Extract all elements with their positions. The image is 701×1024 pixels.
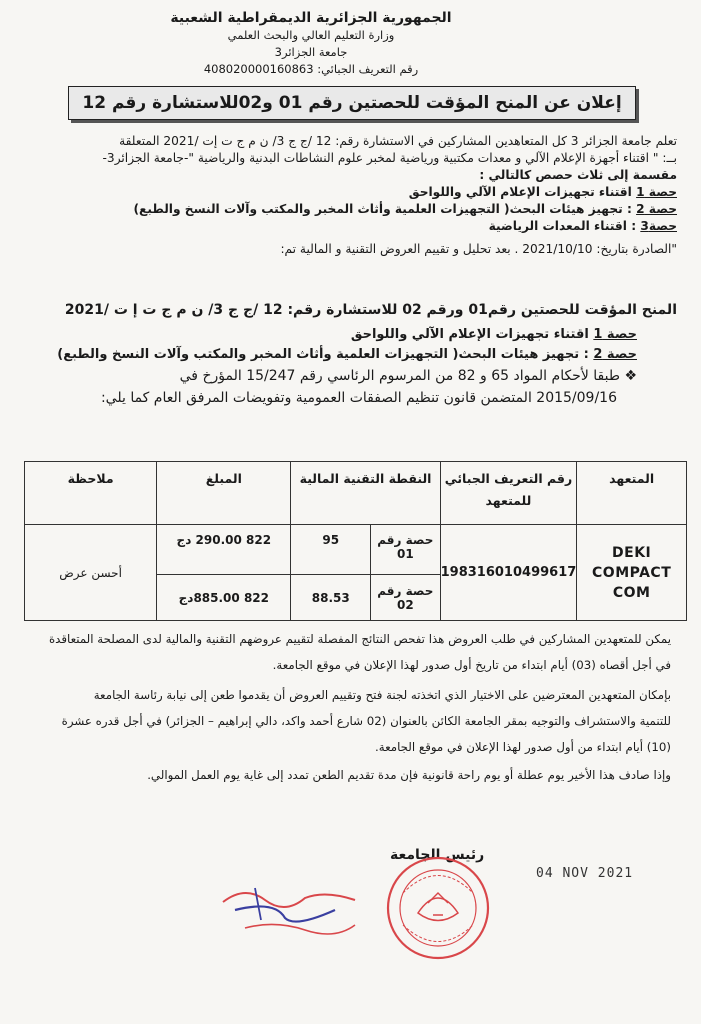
signatory-title: رئيس الجامعة	[390, 847, 485, 863]
intro-section	[22, 133, 677, 258]
footer-p2-line1: بإمكان المتعهدين المعترضين على الاختيار الذي اتخذته لجنة فتح وتقييم العروض أن يقدموا طعن إلى نيابة رئاسة الجامعة	[93, 688, 671, 702]
bidder-name: DEKI COMPACT COM	[577, 525, 687, 621]
lot-text: : تجهيز هيئات البحث( التجهيزات العلمية وأثاث المخبر والمكتب وآلات النسخ والطبع)	[133, 202, 632, 216]
footer-p1-line2: في أجل أقصاه (03) أيام ابتداء من تاريخ أول صدور لهذا الإعلان في موقع الجامعة.	[272, 658, 671, 672]
award-table	[24, 461, 687, 621]
republic-name: الجمهورية الجزائرية الديمقراطية الشعبية	[170, 10, 452, 26]
lot-cell: حصة رقم 01	[371, 525, 441, 575]
lot-text: اقتناء تجهيزات الإعلام الآلي واللواحق	[408, 185, 632, 199]
lot-text: : اقتناء المعدات الرياضية	[488, 219, 637, 233]
footer-p2-line3: (10) أيام ابتداء من أول صدور لهذا الإعلان في موقع الجامعة.	[375, 740, 671, 754]
intro-line-1: تعلم جامعة الجزائر 3 كل المتعاهدين المشاركين في الاستشارة رقم: 12 /ج ج 3/ ن م ج ت إت /2021 المتعلقة	[119, 134, 677, 148]
issued-line: "الصادرة بتاريخ: 2021/10/10 . بعد تحليل و تقييم العروض التقنية و المالية تم:	[280, 242, 677, 256]
announcement-title	[68, 86, 636, 120]
header-score: النقطة التقنية المالية	[291, 462, 440, 525]
lot-label: حصة 1	[636, 185, 677, 199]
award-section	[22, 300, 677, 409]
lot-text: اقتناء تجهيزات الإعلام الآلي واللواحق	[350, 327, 589, 342]
table-header-row	[25, 462, 687, 525]
lot-label: حصة 1	[593, 327, 637, 342]
intro-line-3: مقسمة إلى ثلاث حصص كالتالي :	[479, 168, 677, 182]
lot-cell: حصة رقم 02	[371, 575, 441, 621]
signature-date: 04 NOV 2021	[536, 866, 634, 881]
announcement-title-text: إعلان عن المنح المؤقت للحصتين رقم 01 و02للاستشارة رقم 12	[82, 93, 622, 113]
footer-p3: وإذا صادف هذا الأخير يوم عطلة أو يوم راحة قانونية فإن مدة تقديم الطعن تمدد إلى غاية يوم العمل الموالي.	[147, 768, 671, 782]
legal-line-2: 2015/09/16 المتضمن قانون تنظيم الصفقات العمومية وتفويضات المرفق العام كما يلي:	[100, 390, 617, 406]
lot-label: حصة 2	[636, 202, 677, 216]
award-lot-2	[22, 345, 677, 365]
amount-cell: 822 885.00دج	[157, 575, 291, 621]
header-amount: المبلغ	[157, 462, 291, 525]
ministry-name: وزارة التعليم العالي والبحث العلمي	[227, 28, 395, 42]
award-heading: المنح المؤقت للحصتين رقم01 ورقم 02 للاستشارة رقم: 12 /ج ج 3/ ن م ج ت إ ت /2021	[64, 302, 677, 318]
legal-line-1: ❖ طبقا لأحكام المواد 65 و 82 من المرسوم الرئاسي رقم 15/247 المؤرخ في	[179, 368, 637, 384]
lot-text: : تجهيز هيئات البحث( التجهيزات العلمية وأثاث المخبر والمكتب وآلات النسخ والطبع)	[57, 347, 589, 362]
university-name: جامعة الجزائر3	[274, 45, 348, 59]
amount-cell: 822 290.00 دج	[157, 525, 291, 575]
university-seal-icon	[383, 853, 493, 963]
lot-label: حصة3	[640, 219, 677, 233]
lot-item	[22, 201, 677, 218]
header-bidder: المتعهد	[577, 462, 687, 525]
intro-line-2: بــ: " اقتناء أجهزة الإعلام الآلي و معدات مكتبية ورياضية لمخبر علوم النشاطات البدنية والرياضية "-جامعة الجزائر3-	[102, 151, 677, 165]
score-cell: 88.53	[291, 575, 371, 621]
award-lot-1	[22, 325, 677, 345]
signature-icon	[215, 880, 365, 940]
score-cell: 95	[291, 525, 371, 575]
bidder-tax-id: 198316010499617	[440, 525, 577, 621]
table-row	[25, 525, 687, 575]
header-tax-id: رقم التعريف الجبائي للمتعهد	[440, 462, 577, 525]
letterhead	[161, 10, 461, 78]
footer-p1-line1: يمكن للمتعهدين المشاركين في طلب العروض هذا تفحص النتائج المفصلة لتقييم عروضهم التقنية والمالية لدى المصلحة المتعاقدة	[48, 632, 671, 646]
footer-p2-line2: للتنمية والاستشراف والتوجيه بمقر الجامعة الكائن بالعنوان (02 شارع أحمد واكد، دالي إبراهيم – الجزائر) في أجل قدره عشرة	[61, 714, 671, 728]
tax-id: رقم التعريف الجبائي: 408020000160863	[203, 62, 419, 76]
note-cell: أحسن عرض	[25, 525, 157, 621]
lot-item	[22, 218, 677, 235]
footer-notes	[31, 630, 671, 784]
header-note: ملاحظة	[25, 462, 157, 525]
lot-label: حصة 2	[593, 347, 637, 362]
lot-item	[22, 184, 677, 201]
